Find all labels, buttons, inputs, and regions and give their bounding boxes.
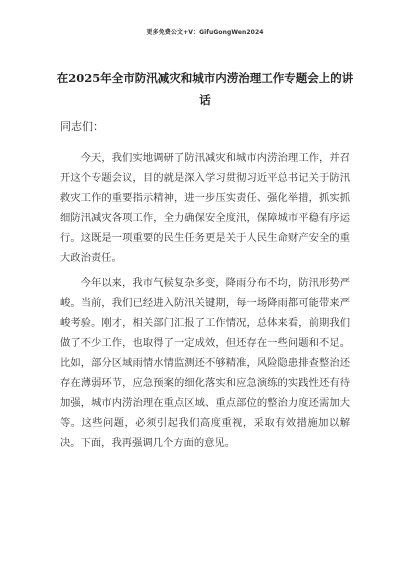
document-title: 在2025年全市防汛减灾和城市内涝治理工作专题会上的讲话 bbox=[56, 71, 354, 107]
header-note: 更多免费公文+V：GifuGongWen2024 bbox=[146, 29, 264, 36]
salutation: 同志们： bbox=[60, 120, 104, 133]
paragraph: 今年以来，我市气候复杂多变，降雨分布不均，防汛形势严峻。当前，我们已经进入防汛关键期，每一场降雨都可能带来严峻考验。刚才，相关部门汇报了工作情况，总体来看，前期我们做了不少工作，也取得了一定成效，但还存在一些问题和不足。比如，部分区域雨情水情监测还不够精准，风险隐患排查整治还存在薄弱环节，应急预案的细化落实和应急演练的实践性还有待加强，城市内涝治理在重点区域、重点部位的整治力度还需加大等。这些问题，必须引起我们高度重视，采取有效措施加以解决。下面，我再强调几个方面的意见。 bbox=[60, 277, 350, 449]
paragraph: 今天，我们实地调研了防汛减灾和城市内涝治理工作，并召开这个专题会议，目的就是深入学习贯彻习近平总书记关于防汛救灾工作的重要指示精神，进一步压实责任、强化举措，抓实抓细防汛减灾各项工作，全力确保安全度汛，保障城市平稳有序运行。这既是一项重要的民生任务更是关于人民生命财产安全的重大政治责任。 bbox=[60, 152, 350, 264]
